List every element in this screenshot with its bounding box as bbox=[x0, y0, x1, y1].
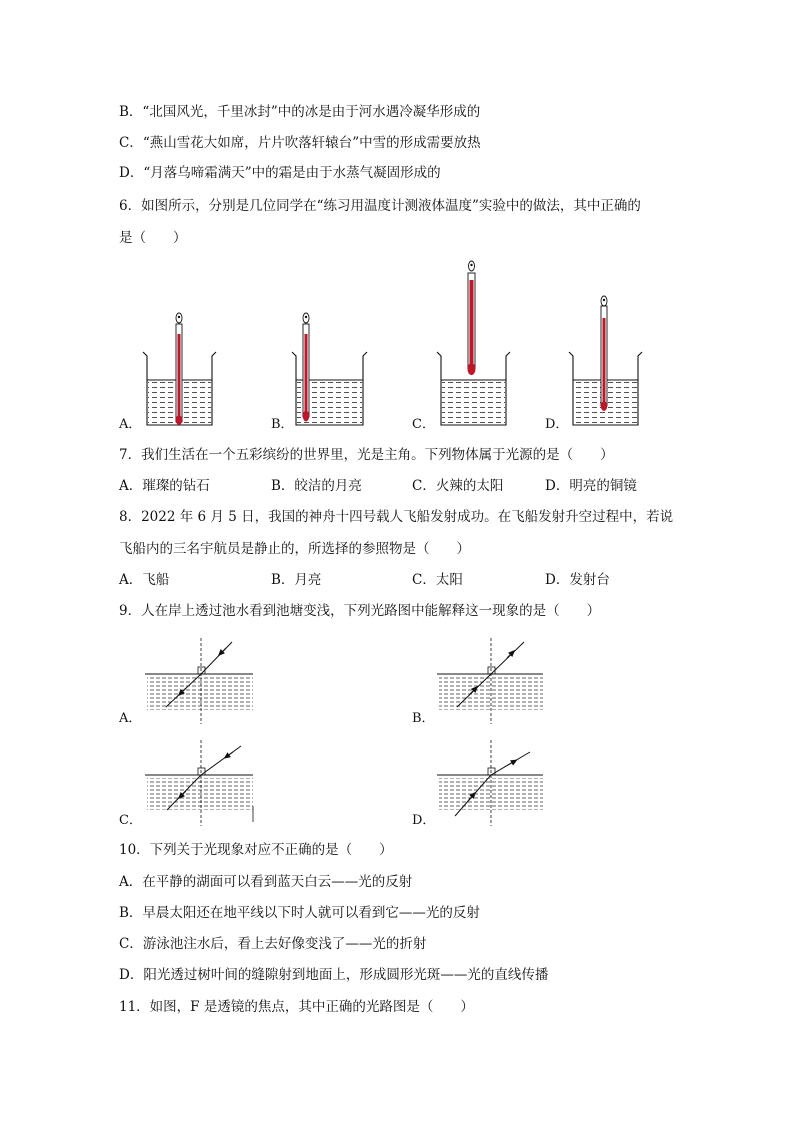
q7-option-a: A．璀璨的钻石 bbox=[119, 478, 210, 494]
option-d-previous-question: D．“月落乌啼霜满天”中的霜是由于水蒸气凝固形成的 bbox=[119, 165, 441, 181]
q7-option-b: B．皎洁的月亮 bbox=[271, 478, 362, 494]
question-6-stem-line1: 6．如图所示，分别是几位同学在“练习用温度计测液体温度”实验中的做法，其中正确的 bbox=[119, 198, 641, 214]
beaker-a-diagram bbox=[143, 313, 216, 425]
q8-option-d: D．发射台 bbox=[545, 572, 610, 588]
beaker-c-diagram bbox=[437, 261, 510, 425]
option-c-previous-question: C．“燕山雪花大如席，片片吹落轩辕台”中雪的形成需要放热 bbox=[119, 135, 481, 151]
question-6-stem-line2: 是（ ） bbox=[119, 230, 187, 246]
q8-option-a: A．飞船 bbox=[119, 572, 170, 588]
q10-option-d: D．阳光透过树叶间的缝隙射到地面上，形成圆形光斑——光的直线传播 bbox=[119, 967, 549, 983]
q6-label-d: D． bbox=[545, 417, 569, 432]
q6-label-a: A． bbox=[119, 417, 142, 432]
q10-option-c: C．游泳池注水后，看上去好像变浅了——光的折射 bbox=[119, 936, 427, 952]
q6-label-b: B． bbox=[271, 417, 294, 432]
light-path-diagram-a bbox=[145, 638, 253, 724]
q9-label-a: A． bbox=[119, 711, 142, 726]
beaker-b-diagram bbox=[292, 313, 367, 425]
beaker-d-diagram bbox=[569, 296, 642, 425]
question-11-stem: 11．如图，F 是透镜的焦点，其中正确的光路图是（ ） bbox=[119, 999, 474, 1015]
q9-label-d: D． bbox=[412, 813, 436, 828]
question-7-stem: 7．我们生活在一个五彩缤纷的世界里，光是主角。下列物体属于光源的是（ ） bbox=[119, 447, 614, 463]
q6-label-c: C． bbox=[412, 417, 435, 432]
q10-option-a: A．在平静的湖面可以看到蓝天白云——光的反射 bbox=[119, 874, 413, 890]
question-9-figure bbox=[0, 630, 794, 840]
q7-option-d: D．明亮的铜镜 bbox=[545, 478, 637, 494]
question-9-stem: 9．人在岸上透过池水看到池塘变浅，下列光路图中能解释这一现象的是（ ） bbox=[119, 603, 601, 619]
q9-label-b: B． bbox=[412, 711, 435, 726]
light-path-diagram-d bbox=[437, 740, 543, 826]
question-8-stem-line1: 8．2022 年 6 月 5 日，我国的神舟十四号载人飞船发射成功。在飞船发射升空过程中，若说 bbox=[119, 509, 674, 525]
q8-option-b: B．月亮 bbox=[271, 572, 322, 588]
q8-option-c: C．太阳 bbox=[412, 572, 463, 588]
q9-label-c: C． bbox=[119, 813, 142, 828]
light-path-diagram-c bbox=[145, 740, 253, 826]
q10-option-b: B．早晨太阳还在地平线以下时人就可以看到它——光的反射 bbox=[119, 905, 480, 921]
question-8-stem-line2: 飞船内的三名宇航员是静止的，所选择的参照物是（ ） bbox=[119, 541, 470, 557]
light-path-diagram-b bbox=[437, 638, 543, 724]
option-b-previous-question: B．“北国风光，千里冰封”中的冰是由于河水遇冷凝华形成的 bbox=[119, 104, 481, 120]
q7-option-c: C．火辣的太阳 bbox=[412, 478, 504, 494]
question-10-stem: 10．下列关于光现象对应不正确的是（ ） bbox=[119, 842, 393, 858]
